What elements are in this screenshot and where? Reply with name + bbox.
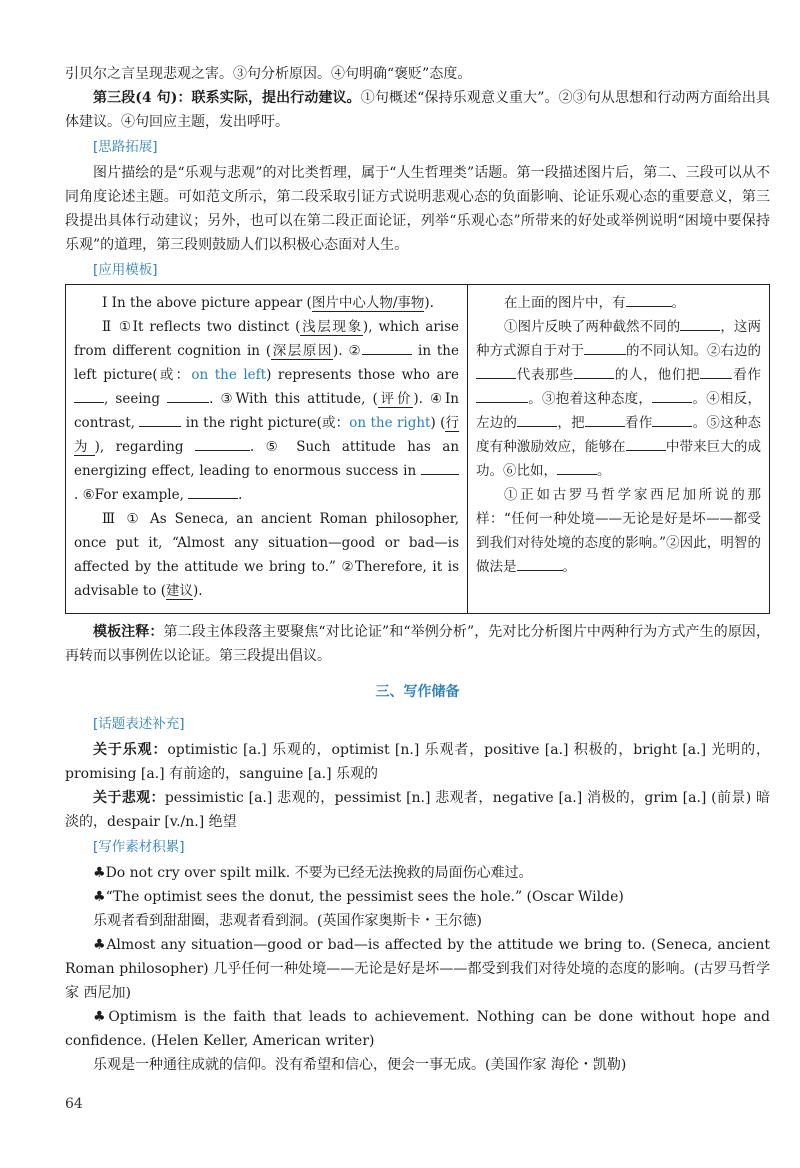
blank [195, 436, 250, 451]
template-table [65, 284, 770, 614]
para3-label: 第三段(4 句)：联系实际，提出行动建议。 [93, 90, 361, 106]
blank [652, 412, 692, 427]
quote-item: ♣Almost any situation—good or bad—is affected by the attitude we bring to. (Seneca, ancient Roman philosopher) 几乎任何一种处境——无论是好是坏——都受到我们对待处境的态度的影响。(古罗马哲学家 西尼加) [65, 937, 770, 1001]
cn-para3: ①正如古罗马哲学家西尼加所说的那样：“任何一种处境——无论是好是坏——都受到我们对待处境的态度的影响。”②因此，明智的做法是 。 [476, 487, 761, 575]
optimism-vocab: 关于乐观：optimistic [a.] 乐观的，optimist [n.] 乐观者，positive [a.] 积极的，bright [a.] 光明的，promising [a.] 有前途的，sanguine [a.] 乐观的 [65, 742, 770, 782]
blank [584, 340, 626, 355]
tag-topic: [话题表述补充] [93, 716, 185, 732]
template-english [66, 285, 468, 614]
blank [167, 388, 209, 403]
blank [476, 364, 516, 379]
quote-translation: 乐观是一种通往成就的信仰。没有希望和信心，便会一事无成。(美国作家 海伦・凯勒) [93, 1057, 627, 1073]
blank [517, 556, 563, 571]
quote-translation: 乐观者看到甜甜圈，悲观者看到洞。(英国作家奥斯卡・王尔德) [93, 913, 482, 929]
template-note [65, 620, 770, 668]
intro-line: 引贝尔之言呈现悲观之害。③句分析原因。④句明确“褒贬”态度。 [65, 66, 472, 82]
section-title: 三、写作储备 [375, 684, 460, 700]
en-para2: Ⅱ ①It reflects two distinct (浅层现象), which arise from different cognition in (深层原因). ② in the left picture(或：on the left) represents those who are , seeing . ③With this attitude, (评价). ④In contrast, in the right picture(或：on the right) (行为), regarding . ⑤ Such attitude has an energizing effect, leading to enormous success in . ⑥For example, . [74, 319, 460, 503]
cn-para2: ①图片反映了两种截然不同的 ，这两种方式源自于对于 的不同认知。②右边的代表那些 的人，他们把 看作。③抱着这种态度， 。④相反，左边的 ，把 看作 。⑤这种态度有种激励效应，能够在 中带来巨大的成功。⑥比如， 。 [476, 315, 761, 483]
cn-para1: 在上面的图片中，有 。 [476, 291, 761, 315]
thinking-text: 图片描绘的是“乐观与悲观”的对比类哲理，属于“人生哲理类”话题。第一段描述图片后，第二、三段可以从不同角度论述主题。可如范文所示，第二段采取引证方式说明悲观心态的负面影响、论证乐观心态的重要意义，第三段提出具体行动建议；另外，也可以在第二段正面论证，列举“乐观心态”所带来的好处或举例说明“困境中要保持乐观”的道理，第三段则鼓励人们以积极心态面对人生。 [65, 165, 770, 253]
blank [626, 292, 672, 307]
blank [680, 316, 720, 331]
blank [574, 364, 614, 379]
en-para1: Ⅰ In the above picture appear (图片中心人物/事物). [102, 295, 434, 311]
quote-item: ♣Do not cry over spilt milk. 不要为已经无法挽救的局面伤心难过。 [93, 865, 533, 881]
quote-item: ♣Optimism is the faith that leads to achievement. Nothing can be done without hope and confidence. (Helen Keller, American writer) [65, 1009, 770, 1049]
blank [585, 412, 625, 427]
blank [421, 460, 459, 475]
blank [188, 484, 238, 499]
blank [362, 340, 412, 355]
para3-text: ①句概述“保持乐观意义重大”。②③句从思想和行动两方面给出具体建议。④句回应主题，发出呼吁。 [65, 90, 770, 130]
quote-item: ♣“The optimist sees the donut, the pessimist sees the hole.” (Oscar Wilde) [93, 889, 624, 905]
page-content [65, 62, 770, 1077]
template-chinese [468, 285, 770, 614]
tag-thinking: [思路拓展] [93, 139, 158, 155]
club-icon: ♣ [93, 889, 106, 905]
blank [74, 388, 104, 403]
club-icon: ♣ [93, 1009, 109, 1025]
en-para3: Ⅲ ① As Seneca, an ancient Roman philosopher, once put it, “Almost any situation—good or bad—is affected by the attitude we bring to.” ②Therefore, it is advisable to (建议). [74, 511, 459, 599]
blank [626, 436, 666, 451]
para3-summary [65, 86, 770, 134]
blank [139, 412, 181, 427]
note-label: 模板注释： [93, 624, 164, 640]
tag-template: [应用模板] [93, 262, 158, 278]
blank [517, 412, 557, 427]
blank [652, 388, 692, 403]
page-number: 64 [65, 1096, 83, 1112]
blank [476, 388, 528, 403]
blank [700, 364, 732, 379]
blank [557, 460, 597, 475]
club-icon: ♣ [93, 865, 106, 881]
tag-material: [写作素材积累] [93, 839, 185, 855]
pessimism-vocab: 关于悲观：pessimistic [a.] 悲观的，pessimist [n.] 悲观者，negative [a.] 消极的，grim [a.] (前景) 暗淡的，despair [v./n.] 绝望 [65, 790, 771, 830]
note-text: 第二段主体段落主要聚焦“对比论证”和“举例分析”，先对比分析图片中两种行为方式产生的原因，再转而以事例佐以论证。第三段提出倡议。 [65, 624, 770, 664]
club-icon: ♣ [93, 937, 107, 953]
